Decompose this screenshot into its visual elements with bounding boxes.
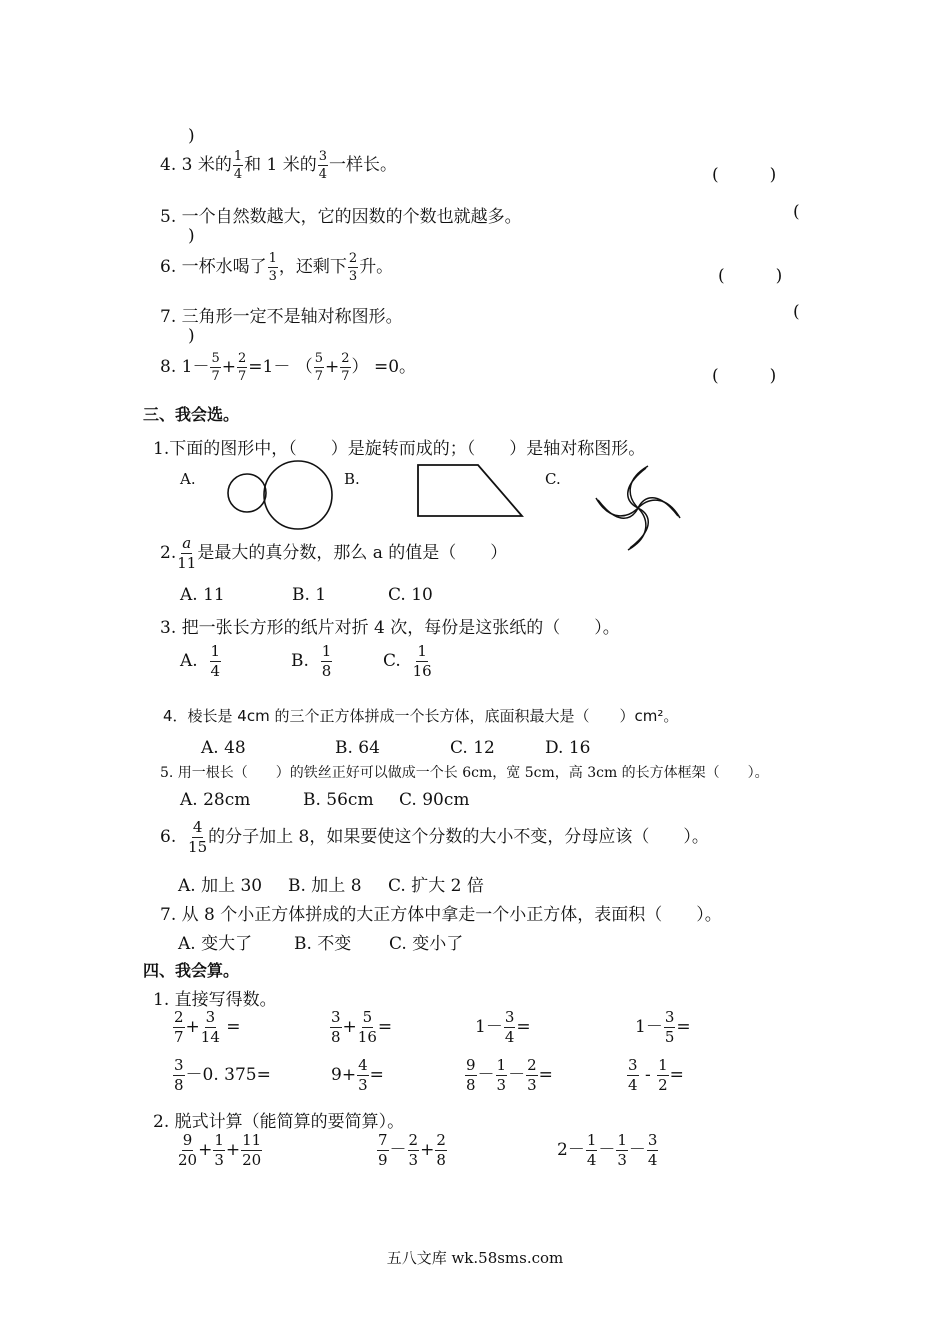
judge-q8-answer[interactable]: ( ) [712, 366, 777, 386]
choice-q4-option-c[interactable]: C. 12 [450, 738, 495, 758]
choice-q3-option-a[interactable]: A. $\frac{1}{4}$ [180, 642, 221, 680]
choice-q3-option-b[interactable]: B. $\frac{1}{8}$ [291, 642, 332, 680]
calc-r2c4: $\frac{3}{4}$ - $\frac{1}{2}$ = [628, 1056, 684, 1094]
trapezoid-figure [410, 460, 530, 524]
choice-q5-option-c[interactable]: C. 90cm [399, 790, 470, 810]
calc-r2c2: 9+ $\frac{4}{3}$ = [331, 1056, 384, 1094]
choice-q6: 6. $\frac{4}{15}$ 的分子加上 8，如果要使这个分数的大小不变，分母应该（ ）。 [160, 818, 709, 856]
continuation-paren: ) [188, 126, 195, 146]
calc-r2c1: $\frac{3}{8}$ －0. 375= [174, 1056, 271, 1094]
calc-r1c2: $\frac{3}{8}$ + $\frac{5}{16}$ = [331, 1008, 393, 1046]
choice-q1-option-a[interactable]: A. [180, 470, 196, 488]
choice-q1-option-b[interactable]: B. [344, 470, 360, 488]
calc-r1c1: $\frac{2}{7}$ + $\frac{3}{14}$ = [174, 1008, 241, 1046]
calc-step-3: 2－ $\frac{1}{4}$ － $\frac{1}{3}$ － $\frac{3}{4}$ [557, 1131, 658, 1169]
calc-q2-title: 2. 脱式计算（能简算的要简算）。 [153, 1112, 405, 1132]
choice-q1-option-c[interactable]: C. [545, 470, 561, 488]
judge-q8: 8. 1－ $\frac{5}{7}$ + $\frac{2}{7}$ =1－ （ $\frac{5}{7}$ + $\frac{2}{7}$ ） =0。 [160, 351, 417, 384]
judge-q5: 5. 一个自然数越大，它的因数的个数也就越多。 [160, 207, 522, 227]
choice-q6-option-a[interactable]: A. 加上 30 [178, 876, 263, 896]
choice-q4-option-b[interactable]: B. 64 [335, 738, 380, 758]
choice-q4-option-d[interactable]: D. 16 [545, 738, 591, 758]
judge-q4: 4. 3 米的 $\frac{1}{4}$ 和 1 米的 $\frac{3}{4}$ 一样长。 [160, 149, 398, 182]
choice-q4: 4．棱长是 4cm 的三个正方体拼成一个长方体，底面积最大是（ ）cm²。 [163, 707, 679, 725]
choice-q6-option-b[interactable]: B. 加上 8 [288, 876, 362, 896]
calc-step-1: $\frac{9}{20}$ + $\frac{1}{3}$ + $\frac{11}{20}$ [178, 1131, 262, 1169]
choice-q2-option-c[interactable]: C. 10 [388, 585, 433, 605]
judge-q7-answer-close: ) [188, 326, 195, 346]
choice-q5-option-b[interactable]: B. 56cm [303, 790, 374, 810]
calc-step-2: $\frac{7}{9}$ － $\frac{2}{3}$ + $\frac{2}{8}$ [378, 1131, 446, 1169]
judge-q4-answer[interactable]: ( ) [712, 165, 777, 185]
judge-q5-answer-close: ) [188, 226, 195, 246]
judge-q6: 6. 一杯水喝了 $\frac{1}{3}$ ，还剩下 $\frac{2}{3}$ 升。 [160, 251, 394, 284]
choice-q7-option-a[interactable]: A. 变大了 [178, 934, 253, 954]
choice-q7: 7. 从 8 个小正方体拼成的大正方体中拿走一个小正方体，表面积（ ）。 [160, 905, 722, 925]
judge-q7-answer-open[interactable]: ( [793, 302, 800, 322]
pinwheel-figure [586, 462, 690, 558]
choice-q3-option-c[interactable]: C. $\frac{1}{16}$ [383, 642, 432, 680]
choice-q6-option-c[interactable]: C. 扩大 2 倍 [388, 876, 484, 896]
calc-r1c3: 1－ $\frac{3}{4}$ = [475, 1008, 531, 1046]
choice-q5-option-a[interactable]: A. 28cm [180, 790, 251, 810]
calc-r2c3: $\frac{9}{8}$ － $\frac{1}{3}$ － $\frac{2}{3}$ = [466, 1056, 553, 1094]
choice-q4-option-a[interactable]: A. 48 [201, 738, 246, 758]
section3-title: 三、我会选。 [143, 405, 240, 424]
judge-q7: 7. 三角形一定不是轴对称图形。 [160, 307, 403, 327]
choice-q5: 5. 用一根长（ ）的铁丝正好可以做成一个长 6cm，宽 5cm，高 3cm 的长方体框架（ ）。 [160, 765, 769, 781]
choice-q7-option-c[interactable]: C. 变小了 [389, 934, 464, 954]
choice-q1: 1.下面的图形中，（ ）是旋转而成的；（ ）是轴对称图形。 [153, 439, 646, 459]
choice-q7-option-b[interactable]: B. 不变 [294, 934, 352, 954]
calc-q1-title: 1. 直接写得数。 [153, 990, 277, 1010]
calc-r1c4: 1－ $\frac{3}{5}$ = [635, 1008, 691, 1046]
page-footer: 五八文库 wk.58sms.com [386, 1249, 564, 1267]
choice-q3: 3. 把一张长方形的纸片对折 4 次，每份是这张纸的（ ）。 [160, 618, 620, 638]
two-circles-figure [220, 458, 340, 538]
section4-title: 四、我会算。 [143, 961, 240, 980]
judge-q6-answer[interactable]: ( ) [718, 266, 783, 286]
judge-q5-answer-open[interactable]: ( [793, 202, 800, 222]
choice-q2-option-a[interactable]: A. 11 [180, 585, 225, 605]
choice-q2: 2. $\frac{a}{11}$ 是最大的真分数，那么 a 的值是（ ） [160, 534, 508, 572]
choice-q2-option-b[interactable]: B. 1 [292, 585, 327, 605]
